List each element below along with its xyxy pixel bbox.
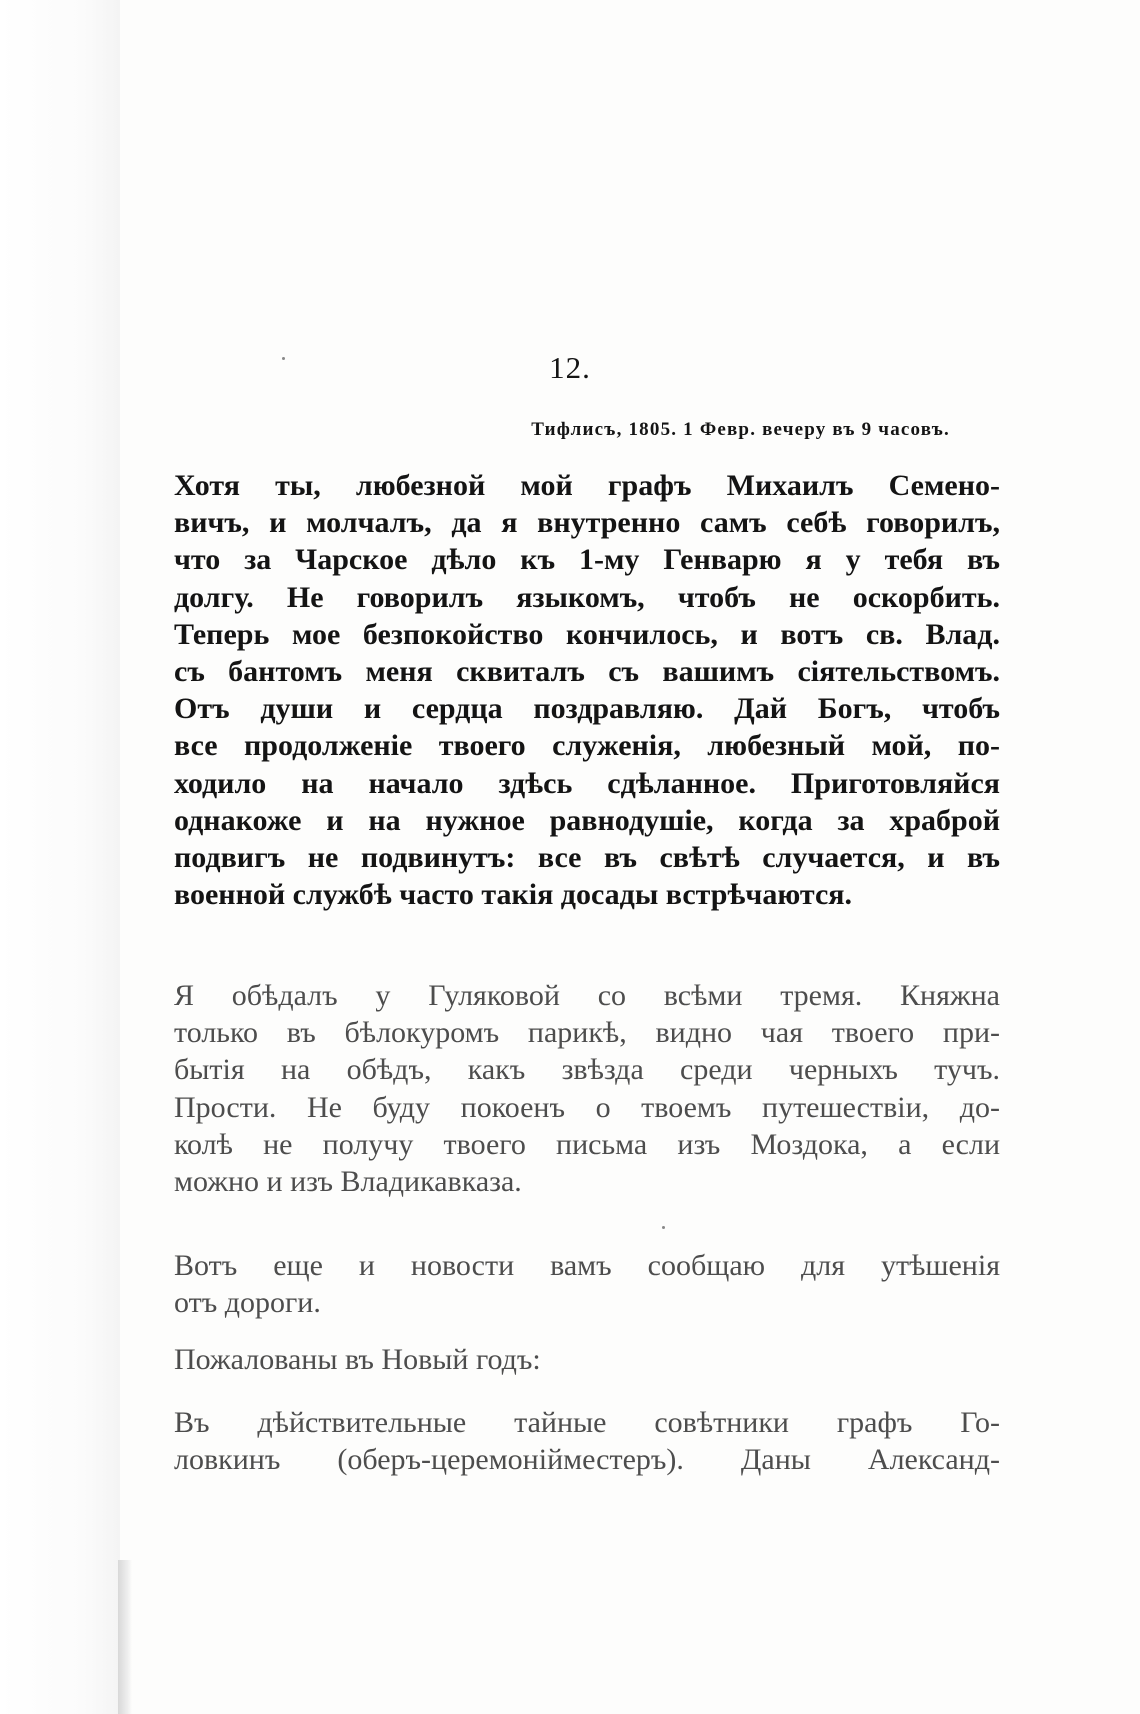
text-line: Прости. Не буду покоенъ о твоемъ путешествіи, до- [174, 1090, 1000, 1124]
text-line: Пожалованы въ Новый годъ: [174, 1343, 541, 1376]
text-line: однакоже и на нужное равнодушіе, когда за храброй [174, 803, 1000, 837]
text-line: военной службѣ часто такія досады встрѣчаются. [174, 878, 853, 912]
text-line: можно и изъ Владикавказа. [174, 1165, 522, 1199]
text-line: только въ бѣлокуромъ парикѣ, видно чая твоего при- [174, 1016, 1000, 1050]
text-line: съ бантомъ меня сквиталъ съ вашимъ сіятельствомъ. [174, 655, 1000, 689]
text-line: долгу. Не говорилъ языкомъ, чтобъ не оскорбить. [174, 580, 1000, 614]
paragraph-1 [174, 467, 1000, 913]
binding-shadow [118, 1560, 132, 1714]
text-line: бытія на обѣдъ, какъ звѣзда среди черныхъ тучъ. [174, 1053, 1000, 1087]
page-gutter [0, 0, 120, 1714]
print-speck [662, 1226, 665, 1229]
text-line: Теперь мое безпокойство кончилось, и вотъ св. Влад. [174, 617, 1000, 651]
text-line: вичъ, и молчалъ, да я внутренно самъ себѣ говорилъ, [174, 506, 1000, 540]
text-line: Въ дѣйствительные тайные совѣтники графъ Го- [174, 1406, 1000, 1439]
text-line: отъ дороги. [174, 1286, 321, 1320]
text-line: колѣ не получу твоего письма изъ Моздока, а если [174, 1127, 1000, 1161]
text-line: Я обѣдалъ у Гуляковой со всѣми тремя. Княжна [174, 979, 1000, 1012]
paragraph-3 [174, 1247, 1000, 1321]
text-line: подвигъ не подвинутъ: все въ свѣтѣ случается, и въ [174, 841, 1000, 875]
letter-dateline: Тифлисъ, 1805. 1 Февр. вечеру въ 9 часовъ. [531, 419, 950, 440]
text-line: Хотя ты, любезной мой графъ Михаилъ Семено- [174, 469, 1000, 502]
text-line: все продолженіе твоего служенія, любезный мой, по- [174, 729, 1000, 763]
text-line: Отъ души и сердца поздравляю. Дай Богъ, чтобъ [174, 692, 1000, 726]
text-line: Вотъ еще и новости вамъ сообщаю для утѣшенія [174, 1249, 1000, 1282]
text-line: что за Чарское дѣло къ 1-му Генварю я у тебя въ [174, 543, 1000, 577]
text-line: ходило на начало здѣсь сдѣланное. Приготовляйся [174, 766, 1000, 800]
paragraph-4 [174, 1341, 1000, 1378]
paragraph-5 [174, 1404, 1000, 1478]
text-line: ловкинъ (оберъ-церемонійместеръ). Даны Александ- [174, 1443, 1000, 1477]
paragraph-2 [174, 977, 1000, 1200]
letter-number: 12. [549, 350, 591, 385]
